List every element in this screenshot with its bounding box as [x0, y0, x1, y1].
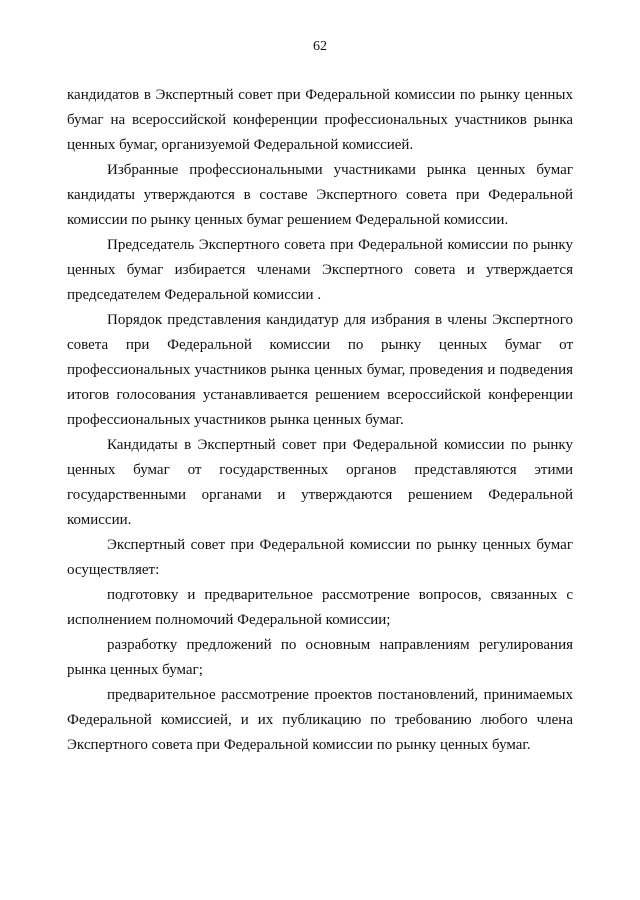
paragraph-state-candidates: Кандидаты в Экспертный совет при Федеральной комиссии по рынку ценных бумаг от государственных органов представляются этими государственными органами и утверждаются решением Федеральной комиссии.: [67, 437, 573, 528]
paragraph-chairman: Председатель Экспертного совета при Федеральной комиссии по рынку ценных бумаг избирается членами Экспертного совета и утверждается председателем Федеральной комиссии .: [67, 237, 573, 303]
paragraph-council-functions-intro: Экспертный совет при Федеральной комиссии по рынку ценных бумаг осуществляет:: [67, 537, 573, 578]
paragraph-candidates-approval: Избранные профессиональными участниками рынка ценных бумаг кандидаты утверждаются в составе Экспертного совета при Федеральной комиссии по рынку ценных бумаг решением Федеральной комиссии.: [67, 162, 573, 228]
paragraph-function-proposals: разработку предложений по основным направлениям регулирования рынка ценных бумаг;: [67, 637, 573, 678]
paragraph-function-review: предварительное рассмотрение проектов постановлений, принимаемых Федеральной комиссией, и их публикацию по требованию любого члена Экспертного совета при Федеральной комиссии по рынку ценных бумаг.: [67, 687, 573, 753]
paragraph-continuation: кандидатов в Экспертный совет при Федеральной комиссии по рынку ценных бумаг на всероссийской конференции профессиональных участников рынка ценных бумаг, организуемой Федеральной комиссией.: [67, 87, 573, 153]
document-body: [67, 83, 573, 758]
paragraph-nomination-procedure: Порядок представления кандидатур для избрания в члены Экспертного совета при Федеральной комиссии по рынку ценных бумаг от профессиональных участников рынка ценных бумаг, проведения и подведения итогов голосования устанавливается решением всероссийской конференции профессиональных участников рынка ценных бумаг.: [67, 312, 573, 428]
page-number: 62: [313, 39, 327, 54]
paragraph-function-preparation: подготовку и предварительное рассмотрение вопросов, связанных с исполнением полномочий Федеральной комиссии;: [67, 587, 573, 628]
